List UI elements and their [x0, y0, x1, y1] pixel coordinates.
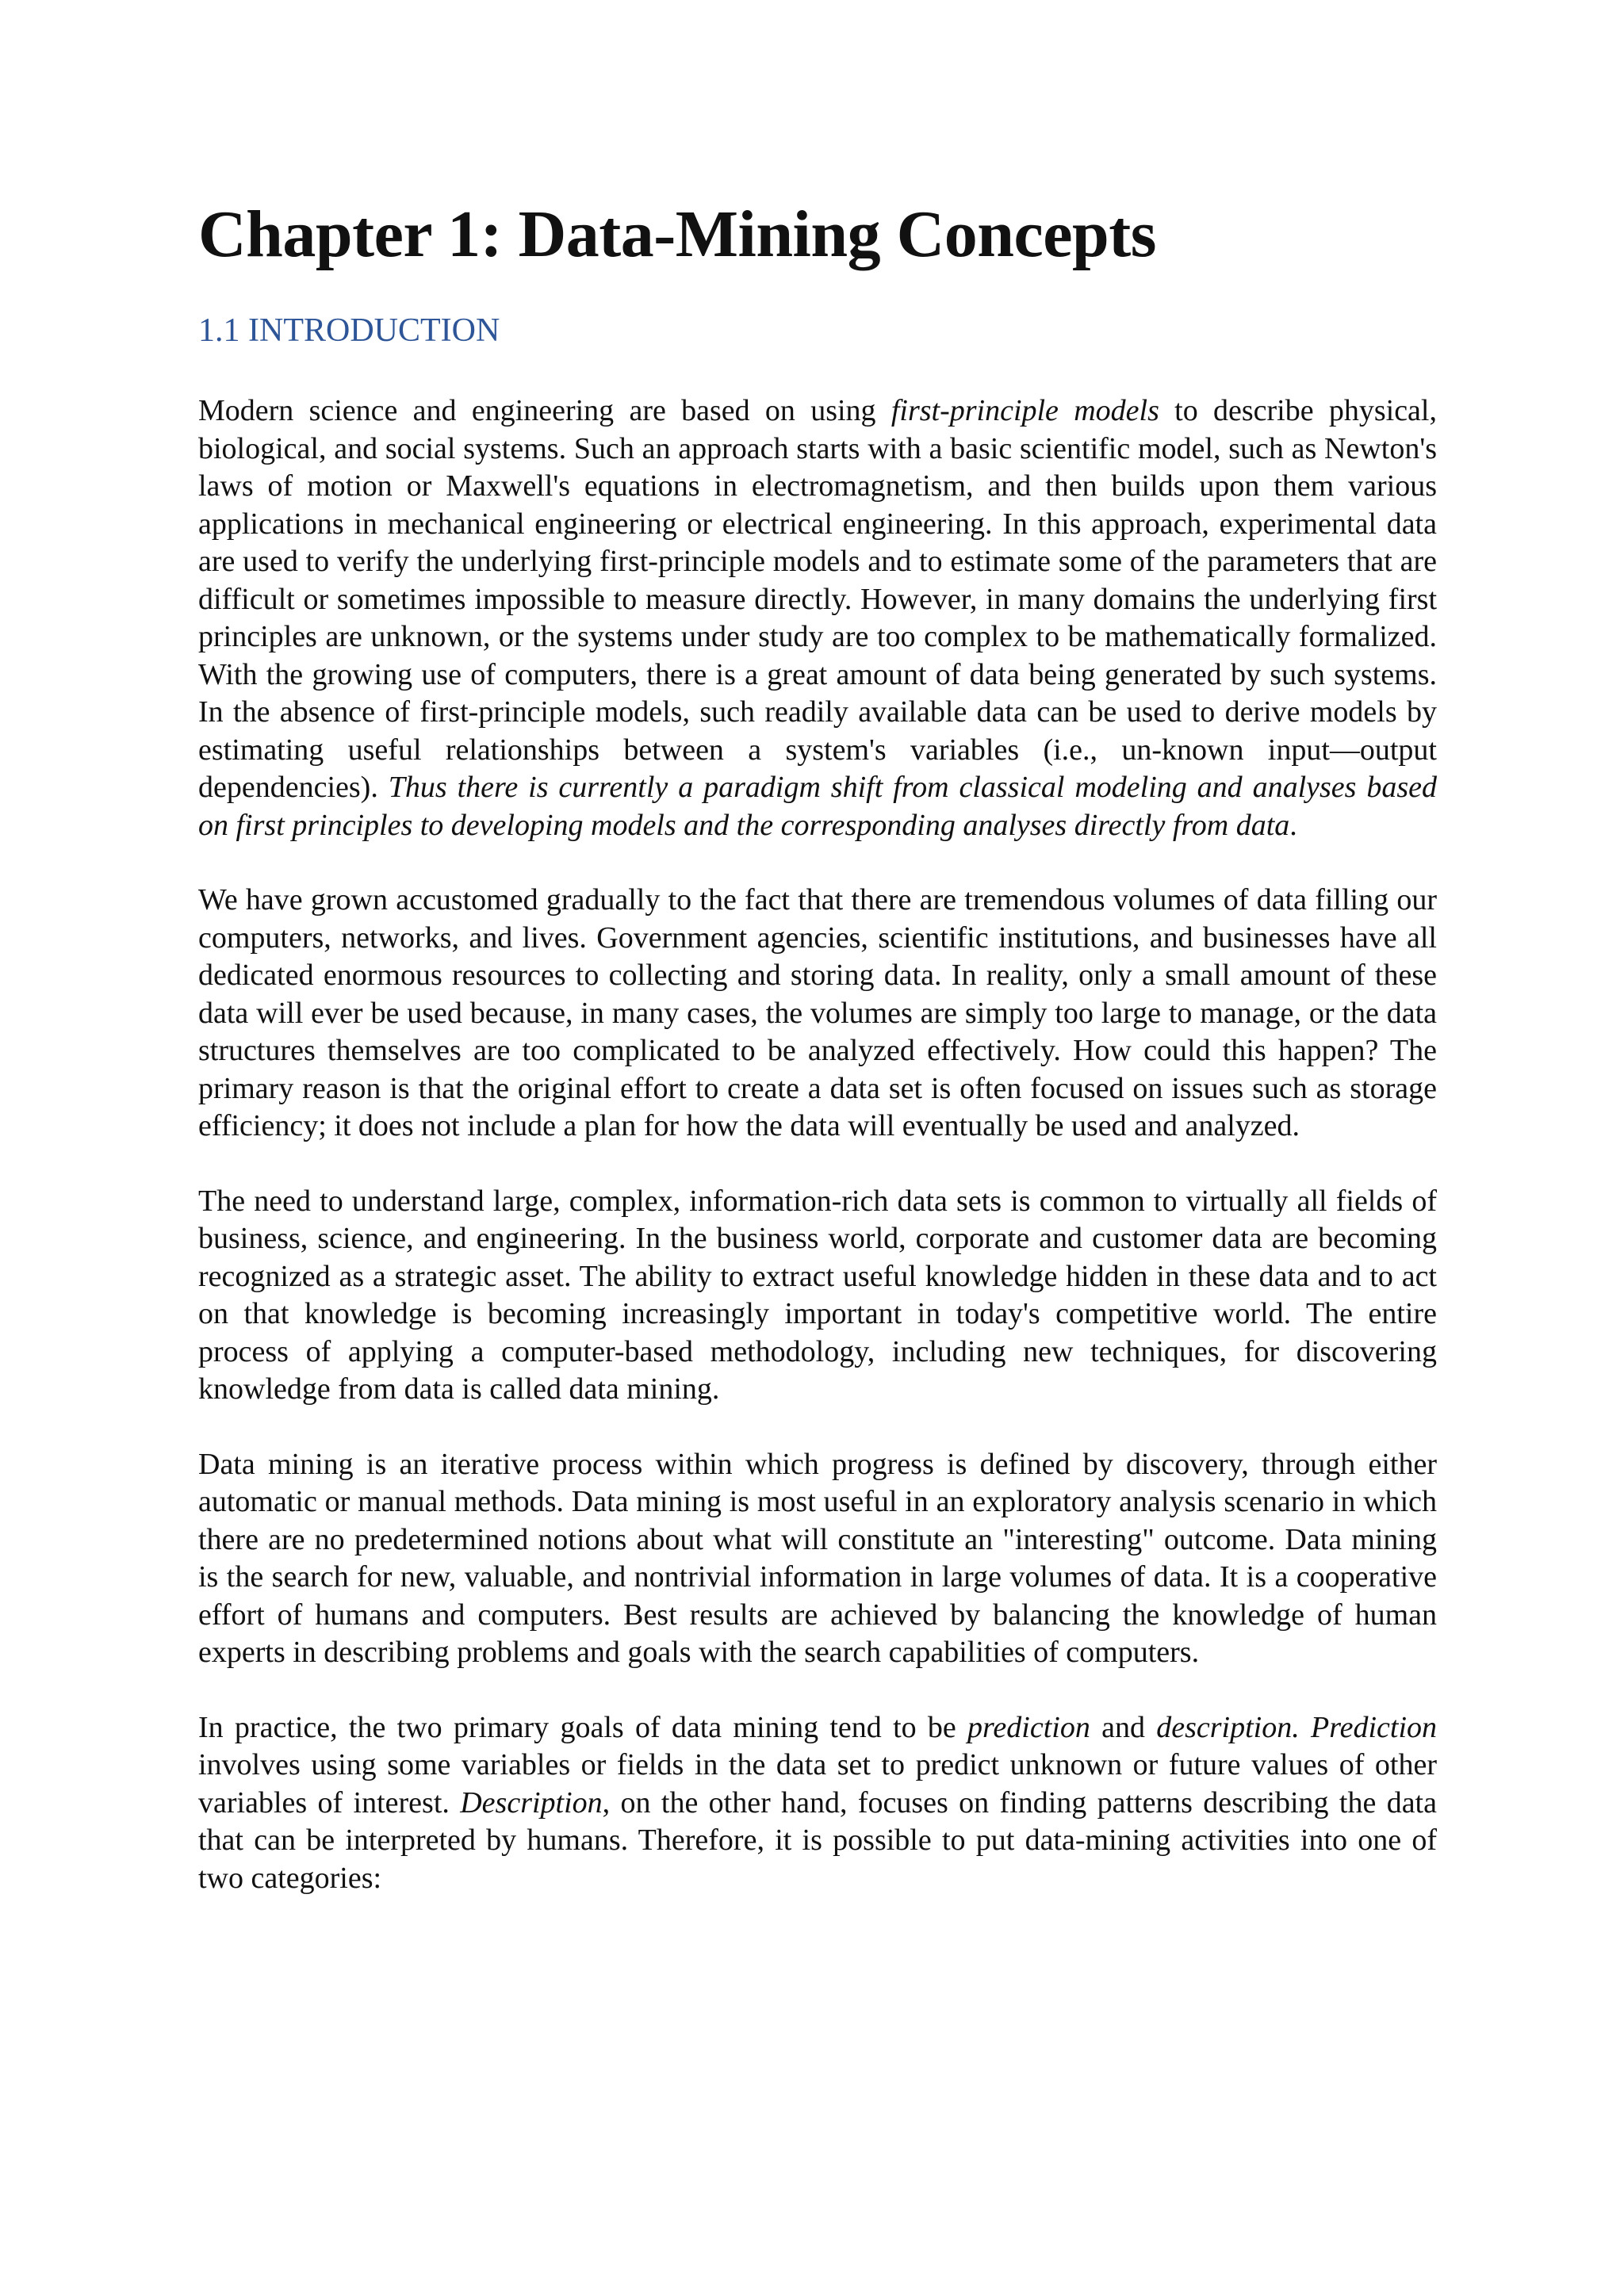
paragraph-5-emphasis-c: Description — [460, 1785, 603, 1820]
paragraph-1-text-a: Modern science and engineering are based on using — [198, 394, 891, 427]
section-heading: 1.1 INTRODUCTION — [198, 312, 500, 349]
paragraph-1-emphasis-a: first-principle models — [891, 394, 1159, 427]
paragraph-5-emphasis-b: description. Prediction — [1156, 1710, 1437, 1744]
paragraph-1 — [198, 392, 1437, 844]
paragraph-5-emphasis-a: prediction — [967, 1710, 1090, 1744]
paragraph-5-text-d: , on the other hand, focuses on finding patterns describing the data that can be interpreted by humans. Therefore, it is possible to put data-mining activities into one of two categories: — [198, 1785, 1437, 1895]
body-text — [198, 392, 1437, 1934]
paragraph-1-text-c: . — [1289, 808, 1297, 842]
paragraph-5-text-a: In practice, the two primary goals of data mining tend to be — [198, 1710, 968, 1744]
paragraph-5 — [198, 1709, 1437, 1898]
document-page — [198, 0, 1437, 2296]
paragraph-2: We have grown accustomed gradually to the fact that there are tremendous volumes of data filling our computers, networks, and lives. Government agencies, scientific institutions, and businesses have all dedicated enormous resources to collecting and storing data. In reality, only a small amount of these data will ever be used because, in many cases, the volumes are simply too large to manage, or the data structures themselves are too complicated to be analyzed effectively. How could this happen? The primary reason is that the original effort to create a data set is often focused on issues such as storage efficiency; it does not include a plan for how the data will eventually be used and analyzed. — [198, 883, 1437, 1142]
paragraph-5-text-b: and — [1090, 1710, 1157, 1744]
paragraph-3: The need to understand large, complex, information-rich data sets is common to virtually all fields of business, science, and engineering. In the business world, corporate and customer data are becoming recognized as a strategic asset. The ability to extract useful knowledge hidden in these data and to act on that knowledge is becoming increasingly important in today's competitive world. The entire process of applying a computer-based methodology, including new techniques, for discovering knowledge from data is called data mining. — [198, 1184, 1437, 1406]
paragraph-4: Data mining is an iterative process within which progress is defined by discovery, through either automatic or manual methods. Data mining is most useful in an exploratory analysis scenario in which there are no predetermined notions about what will constitute an "interesting" outcome. Data mining is the search for new, valuable, and nontrivial information in large volumes of data. It is a cooperative effort of humans and computers. Best results are achieved by balancing the knowledge of human experts in describing problems and goals with the search capabilities of computers. — [198, 1447, 1437, 1669]
paragraph-1-emphasis-b: Thus there is currently a paradigm shift from classical modeling and analyses based on first principles to developing models and the corresponding analyses directly from data — [198, 771, 1437, 842]
chapter-title: Chapter 1: Data-Mining Concepts — [198, 197, 1156, 271]
paragraph-5-text-c: involves using some variables or fields in the data set to predict unknown or future values of other variables of interest. — [198, 1748, 1437, 1820]
paragraph-1-text-b: to describe physical, biological, and social systems. Such an approach starts with a basic scientific model, such as Newton's laws of motion or Maxwell's equations in electromagnetism, and then builds upon them various applications in mechanical engineering or electrical engineering. In this approach, experimental data are used to verify the underlying first-principle models and to estimate some of the parameters that are difficult or sometimes impossible to measure directly. However, in many domains the underlying first principles are unknown, or the systems under study are too complex to be mathematically formalized. With the growing use of computers, there is a great amount of data being generated by such systems. In the absence of first-principle models, such readily available data can be used to derive models by estimating useful relationships between a system's variables (i.e., un-known input—output dependencies). — [198, 394, 1437, 804]
